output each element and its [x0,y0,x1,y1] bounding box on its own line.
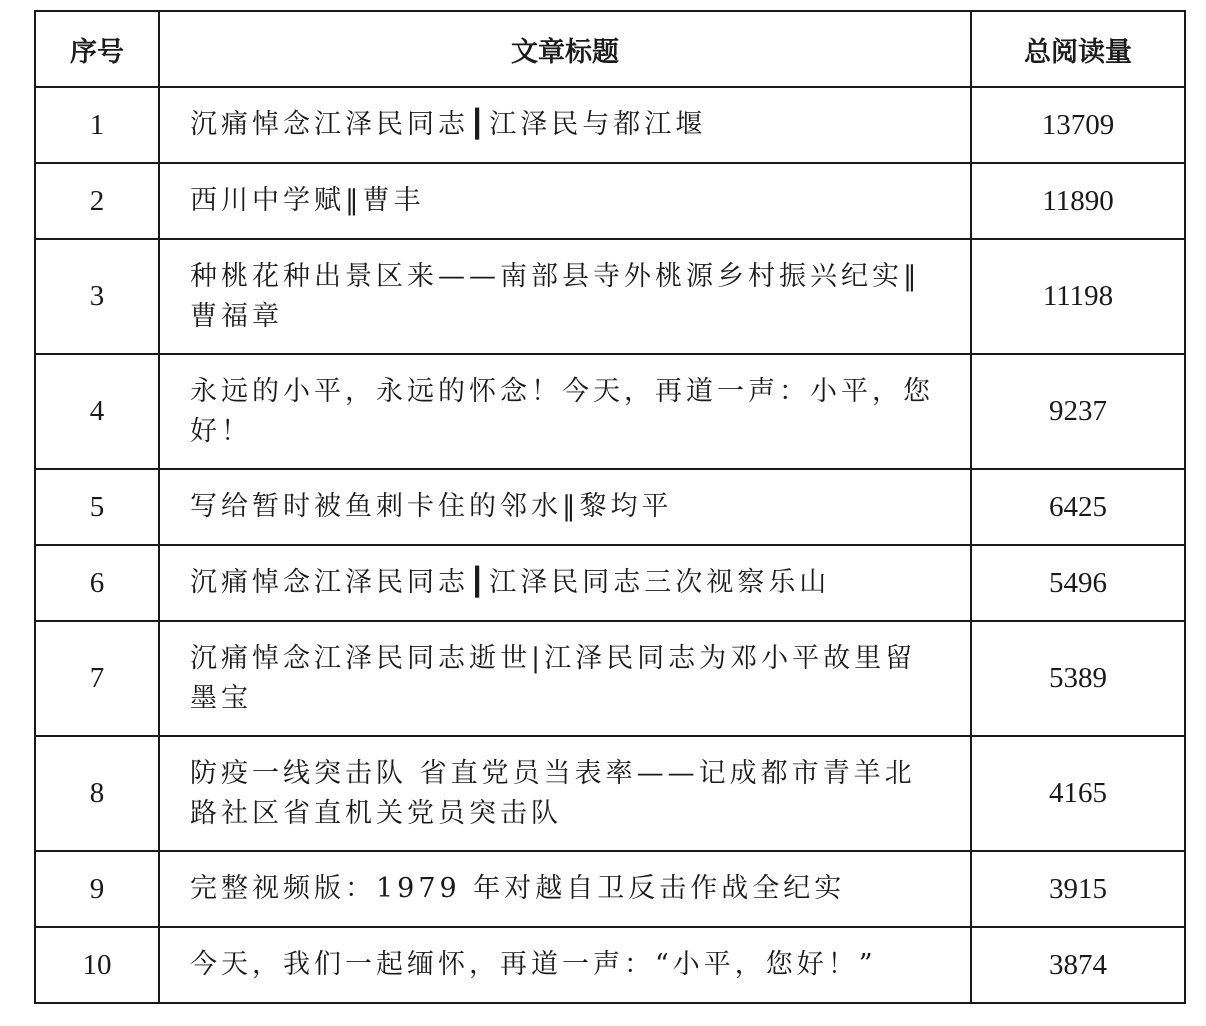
row-index: 7 [35,621,159,736]
row-title: 沉痛悼念江泽民同志┃江泽民与都江堰 [159,87,971,163]
row-views: 3915 [971,851,1185,927]
table-row [35,545,1185,621]
row-views: 9237 [971,354,1185,469]
table-row [35,621,1185,736]
row-views: 11198 [971,239,1185,354]
row-views: 6425 [971,469,1185,545]
row-views: 3874 [971,927,1185,1003]
row-views: 13709 [971,87,1185,163]
row-title: 今天，我们一起缅怀，再道一声：“小平，您好！” [159,927,971,1003]
table-row [35,239,1185,354]
row-index: 6 [35,545,159,621]
row-views: 5389 [971,621,1185,736]
row-index: 10 [35,927,159,1003]
row-index: 4 [35,354,159,469]
row-title: 完整视频版：1979 年对越自卫反击作战全纪实 [159,851,971,927]
table-row [35,87,1185,163]
row-views: 5496 [971,545,1185,621]
table-row [35,851,1185,927]
table-row [35,927,1185,1003]
row-title: 种桃花种出景区来——南部县寺外桃源乡村振兴纪实‖曹福章 [159,239,971,354]
row-title: 沉痛悼念江泽民同志逝世|江泽民同志为邓小平故里留墨宝 [159,621,971,736]
table-header-row [35,11,1185,87]
row-index: 9 [35,851,159,927]
header-title: 文章标题 [159,11,971,87]
header-index: 序号 [35,11,159,87]
row-index: 2 [35,163,159,239]
row-views: 11890 [971,163,1185,239]
table-row [35,354,1185,469]
row-title: 写给暂时被鱼刺卡住的邻水‖黎均平 [159,469,971,545]
reading-stats-table [34,10,1186,1004]
row-index: 3 [35,239,159,354]
row-index: 8 [35,736,159,851]
reading-stats-table-container [34,10,1184,1004]
header-views: 总阅读量 [971,11,1185,87]
row-index: 1 [35,87,159,163]
table-row [35,163,1185,239]
table-row [35,469,1185,545]
row-views: 4165 [971,736,1185,851]
row-title: 沉痛悼念江泽民同志┃江泽民同志三次视察乐山 [159,545,971,621]
row-index: 5 [35,469,159,545]
row-title: 防疫一线突击队 省直党员当表率——记成都市青羊北路社区省直机关党员突击队 [159,736,971,851]
row-title: 西川中学赋‖曹丰 [159,163,971,239]
row-title: 永远的小平，永远的怀念！今天，再道一声：小平，您好！ [159,354,971,469]
table-row [35,736,1185,851]
